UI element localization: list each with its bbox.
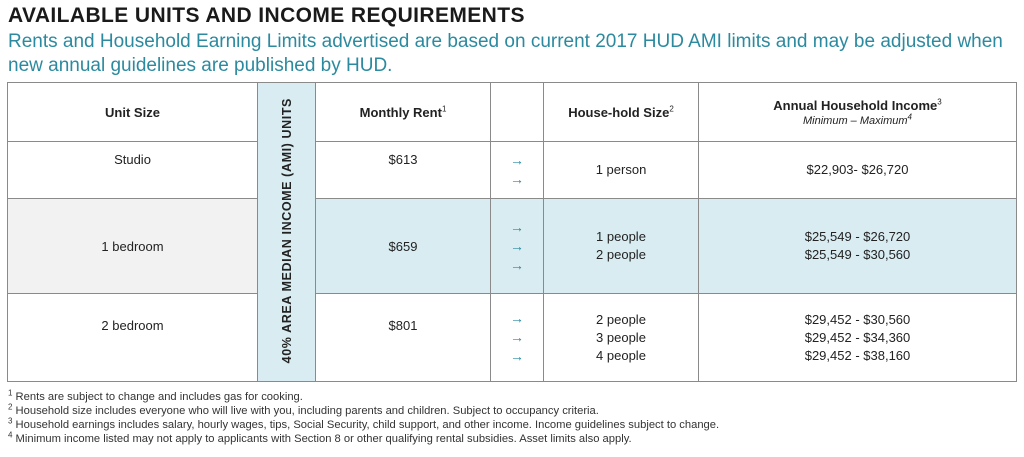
rent-1-bedroom: $659 [316,199,491,294]
income-1-bedroom: $25,549 - $26,720 $25,549 - $30,560 [699,199,1017,294]
rent-2-bedroom: $801 [316,294,491,382]
arrow-right-icon: → [510,237,524,254]
page-subtitle: Rents and Household Earning Limits advertised are based on current 2017 HUD AMI limits and may be adjusted when new annual guidelines are published by HUD. [8,31,1003,76]
household-2-bedroom: 2 people 3 people 4 people [544,294,699,382]
footnote-1: $^1$ Rents are subject to change and includes gas for cooking. [8,388,303,403]
header-household-size: House-hold Size$^2$ [544,83,699,142]
arrow-right-icon: → [510,152,524,168]
unit-size-studio: Studio [8,142,258,199]
unit-size-1-bedroom: 1 bedroom [8,199,258,294]
arrow-right-icon: → [510,218,524,235]
arrow-right-icon: → [510,310,524,326]
footnote-3: $^3$ Household earnings includes salary, hourly wages, tips, Social Security, child support, and other income. Income guidelines subject to change. [8,416,720,431]
header-unit-size: Unit Size [8,83,258,142]
footnote-2: $^2$ Household size includes everyone who will live with you, including parents and children. Subject to occupancy criteria. [8,402,599,417]
arrow-right-icon: → [510,329,524,345]
header-arrow-col [491,83,544,142]
table-header-row [8,83,1017,142]
household-studio: 1 person [544,142,699,199]
arrow-icon-group [491,199,544,294]
arrow-right-icon: → [510,171,524,187]
footnote-4: $^4$ Minimum income listed may not apply to applicants with Section 8 or other qualifying rental subsidies. Asset limits also apply. [8,430,632,445]
arrow-icon-group [491,294,544,382]
table-row [8,142,1017,199]
ami-label: 40% AREA MEDIAN INCOME (AMI) UNITS [279,97,294,364]
income-studio: $22,903- $26,720 [699,142,1017,199]
page-title: AVAILABLE UNITS AND INCOME REQUIREMENTS [8,4,525,27]
arrow-icon-group [491,142,544,199]
household-1-bedroom: 1 people 2 people [544,199,699,294]
table-row [8,199,1017,294]
arrow-right-icon: → [510,348,524,364]
footnotes [8,390,1018,446]
rent-studio: $613 [316,142,491,199]
ami-label-cell [258,83,316,382]
units-table [7,82,1017,382]
header-annual-income: Annual Household Income$^3$ Minimum – Maximum$^4$ [699,83,1017,142]
income-2-bedroom: $29,452 - $30,560 $29,452 - $34,360 $29,452 - $38,160 [699,294,1017,382]
unit-size-2-bedroom: 2 bedroom [8,294,258,382]
arrow-right-icon: → [510,256,524,273]
table-row [8,294,1017,382]
header-monthly-rent: Monthly Rent$^1$ [316,83,491,142]
